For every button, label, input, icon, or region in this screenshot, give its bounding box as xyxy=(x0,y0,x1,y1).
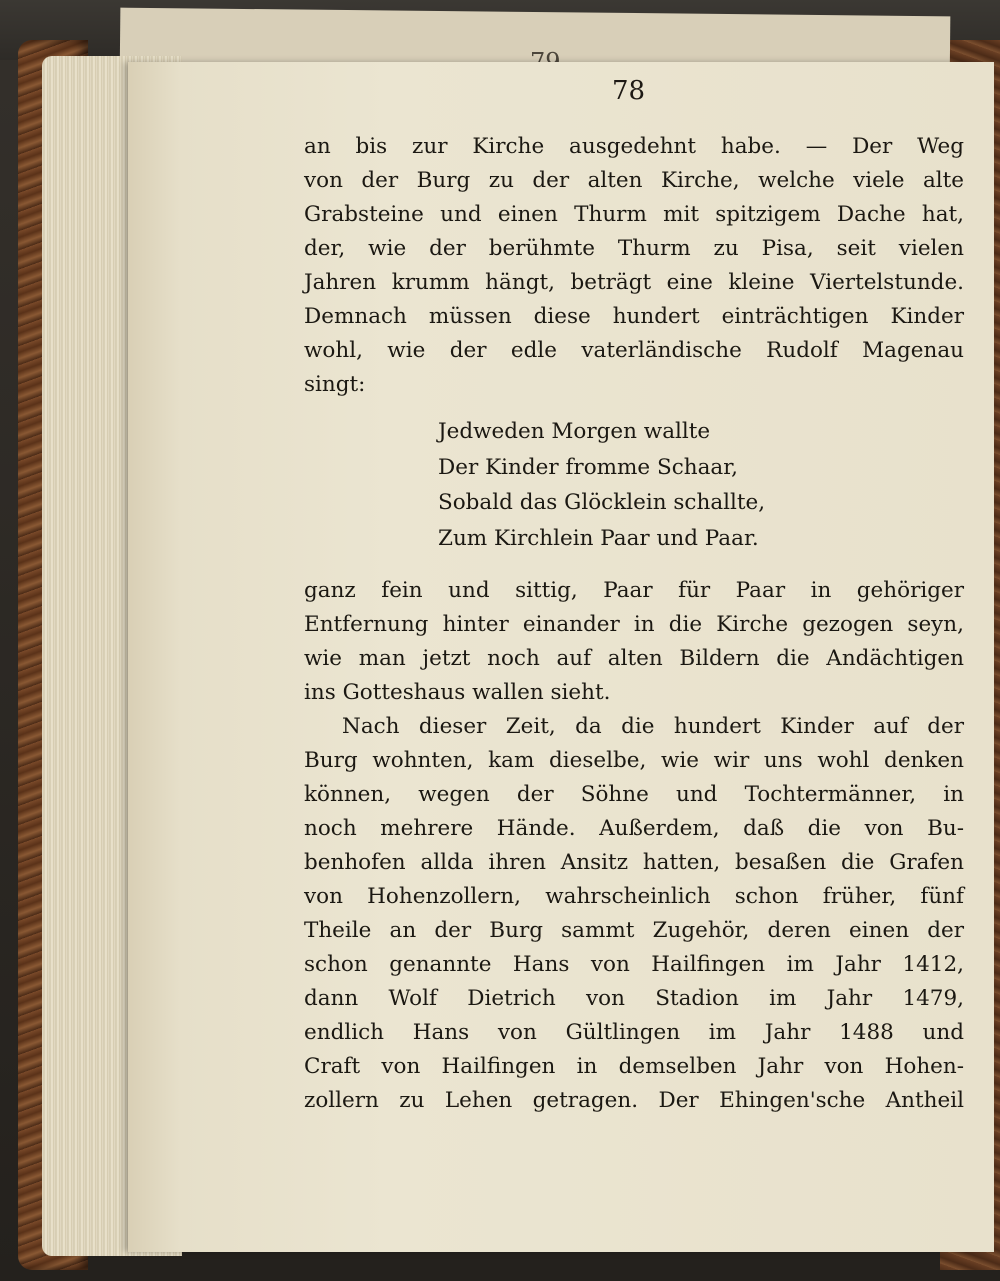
page-number: 78 xyxy=(612,76,646,106)
text-line: können, wegen der Söhne und Tochtermänner, in xyxy=(304,782,964,807)
verse-line: Sobald das Glöcklein schallte, xyxy=(438,490,766,515)
text-line: Grabsteine und einen Thurm mit spitzigem Dache hat, xyxy=(304,202,964,227)
text-line: Jahren krumm hängt, beträgt eine kleine Viertelstunde. xyxy=(304,270,964,295)
text-line: schon genannte Hans von Hailfingen im Jahr 1412, xyxy=(304,952,964,977)
paragraph xyxy=(304,574,964,710)
text-line: von der Burg zu der alten Kirche, welche viele alte xyxy=(304,168,964,193)
text-line: dann Wolf Dietrich von Stadion im Jahr 1479, xyxy=(304,986,964,1011)
text-line: wie man jetzt noch auf alten Bildern die Andächtigen xyxy=(304,646,964,671)
text-line: ins Gotteshaus wallen sieht. xyxy=(304,680,611,705)
text-line: Burg wohnten, kam dieselbe, wie wir uns wohl denken xyxy=(304,748,964,773)
text-line: singt: xyxy=(304,372,366,397)
paragraph xyxy=(304,130,964,402)
text-line: zollern zu Lehen getragen. Der Ehingen'sche Antheil xyxy=(304,1088,964,1113)
text-line: Nach dieser Zeit, da die hundert Kinder auf der xyxy=(342,714,964,739)
verse-line: Der Kinder fromme Schaar, xyxy=(438,454,738,480)
text-line: Demnach müssen diese hundert einträchtigen Kinder xyxy=(304,304,964,329)
text-line: Theile an der Burg sammt Zugehör, deren einen der xyxy=(304,918,964,943)
verse xyxy=(304,414,964,556)
text-line: endlich Hans von Gültlingen im Jahr 1488 und xyxy=(304,1020,964,1045)
verse-line: Zum Kirchlein Paar und Paar. xyxy=(438,525,759,551)
text-line: ganz fein und sittig, Paar für Paar in gehöriger xyxy=(304,578,964,603)
text-line: benhofen allda ihren Ansitz hatten, besaßen die Grafen xyxy=(304,850,964,875)
paragraph xyxy=(304,710,964,1118)
page-text xyxy=(304,130,964,1118)
text-line: an bis zur Kirche ausgedehnt habe. — Der Weg xyxy=(304,134,964,159)
text-line: Craft von Hailfingen in demselben Jahr von Hohen- xyxy=(304,1054,964,1079)
verse-line: Jedweden Morgen wallte xyxy=(438,419,711,444)
text-line: Entfernung hinter einander in die Kirche gezogen seyn, xyxy=(304,612,964,637)
text-line: noch mehrere Hände. Außerdem, daß die von Bu- xyxy=(304,816,964,841)
text-line: von Hohenzollern, wahrscheinlich schon früher, fünf xyxy=(304,884,964,909)
text-line: der, wie der berühmte Thurm zu Pisa, seit vielen xyxy=(304,236,964,261)
text-line: wohl, wie der edle vaterländische Rudolf Magenau xyxy=(304,338,964,363)
